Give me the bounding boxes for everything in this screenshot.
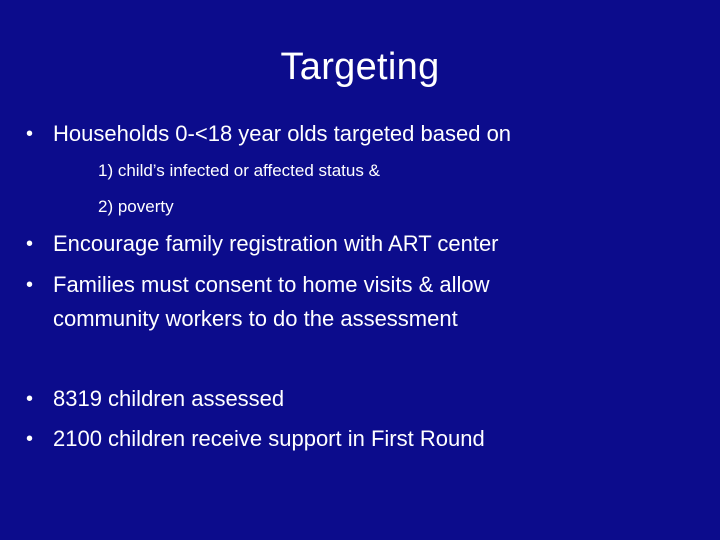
bullet-item-households	[26, 117, 511, 151]
bullet-item-registration	[26, 227, 499, 261]
bullet-text: Encourage family registration with ART center	[53, 231, 499, 256]
bullet-dot-icon: •	[26, 428, 34, 450]
bullet-text-line-1: Families must consent to home visits & allow	[53, 272, 490, 297]
bullet-text: Households 0-<18 year olds targeted based on	[53, 121, 512, 146]
bullet-item-consent	[26, 268, 490, 336]
bullet-dot-icon: •	[26, 274, 34, 296]
bullet-text	[53, 268, 490, 336]
bullet-dot-icon: •	[26, 233, 34, 255]
bullet-text-line-2: community workers to do the assessment	[53, 306, 458, 331]
bullet-text: 2100 children receive support in First Round	[53, 426, 485, 451]
sub-item-poverty: 2) poverty	[98, 197, 174, 216]
slide-title: Targeting	[280, 46, 440, 88]
bullet-item-support	[26, 422, 485, 456]
bullet-item-assessed	[26, 382, 284, 416]
bullet-dot-icon: •	[26, 123, 34, 145]
sub-item-status: 1) child’s infected or affected status &	[98, 161, 380, 180]
bullet-dot-icon: •	[26, 388, 34, 410]
bullet-text: 8319 children assessed	[53, 386, 285, 411]
